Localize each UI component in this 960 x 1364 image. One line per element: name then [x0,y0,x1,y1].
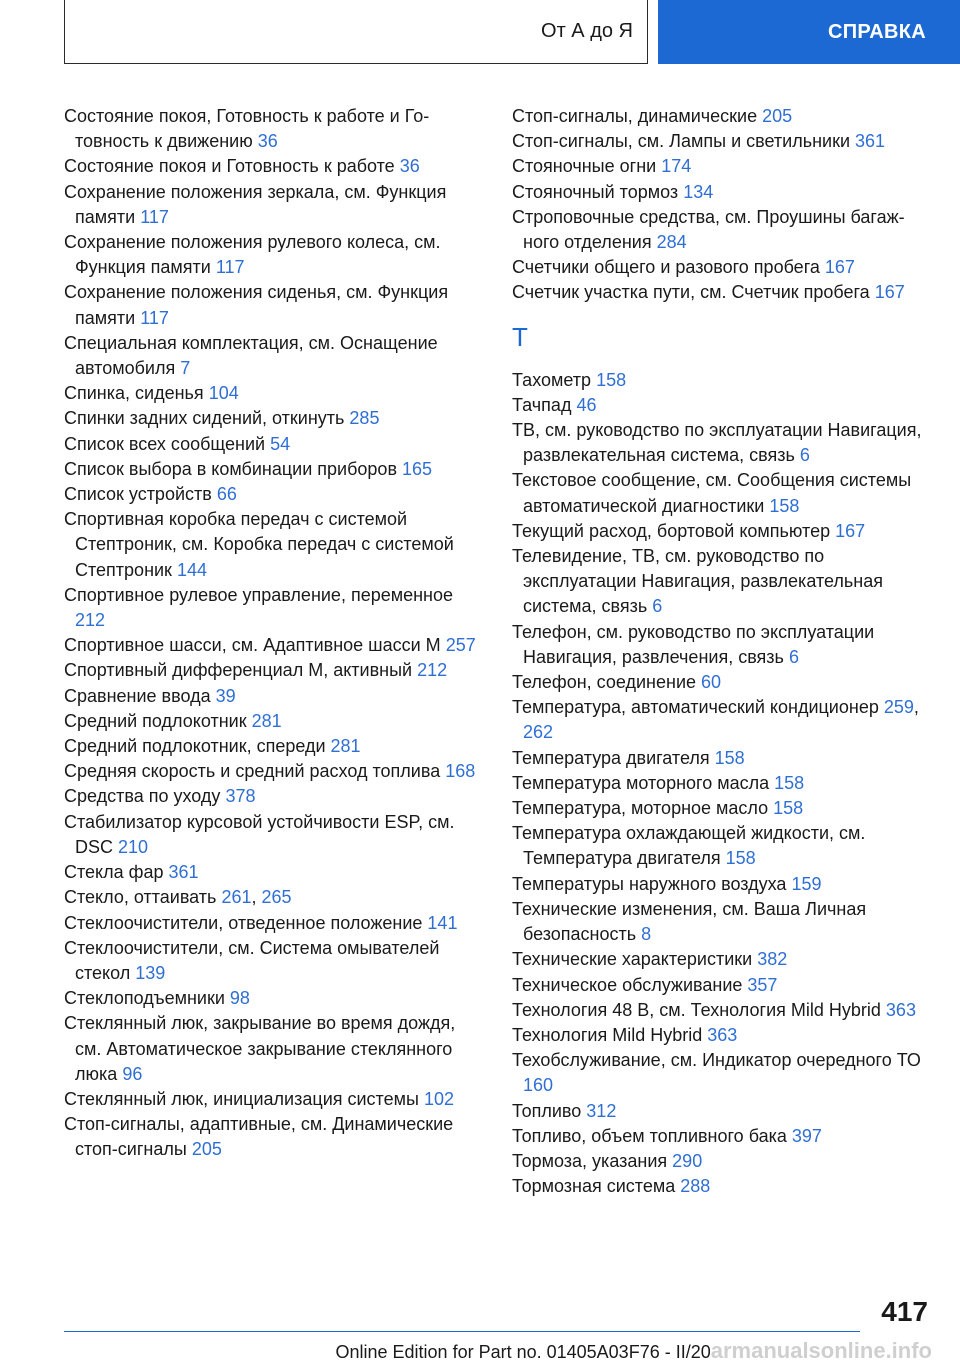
index-entry [512,947,932,972]
page-reference-link[interactable]: 141 [427,912,458,933]
page-reference-link[interactable]: 159 [791,873,822,894]
page-number: 417 [881,1296,928,1327]
page-reference-link[interactable]: 262 [523,722,554,743]
index-entry [64,658,484,683]
index-entry-text: Стоп-сигналы, адаптивные, см. Динамические стоп-сигналы [64,1114,454,1160]
edition-text: Online Edition for Part no. 01405A03F76 - II/20 [335,1342,711,1362]
page-reference-link[interactable]: 281 [251,710,282,731]
index-entry [512,418,932,468]
page-reference-link[interactable]: 167 [835,520,866,541]
page-reference-link[interactable]: 361 [168,862,199,883]
page-reference-link[interactable]: 210 [118,836,149,857]
index-entry-text: Сравнение ввода [64,685,211,706]
page-reference-link[interactable]: 139 [135,962,166,983]
index-entry [64,180,484,230]
index-entry [512,973,932,998]
page-reference-link[interactable]: 160 [523,1075,554,1096]
index-entry-text: Средняя скорость и средний расход топлива [64,761,441,782]
index-entry-text: Текстовое сообщение, см. Сообщения системы автоматической диагностики [512,470,912,516]
page-reference-link[interactable]: 54 [270,433,291,454]
index-entry-text: Стоп-сигналы, динамические [512,106,758,126]
page-reference-link[interactable]: 36 [399,156,420,177]
index-entry [512,280,932,305]
index-entry [512,519,932,544]
page-reference-link[interactable]: 117 [140,307,169,328]
index-entry [64,1112,484,1162]
index-entry-text: Сохранение положения зеркала, см. Функция памяти [64,181,447,227]
index-entry [64,280,484,330]
index-entry-text: Средний подлокотник, спереди [64,736,326,757]
index-entry [64,684,484,709]
index-entry [64,154,484,179]
index-entry-text: Стеклянный люк, закрывание во время дождя, см. Автоматическое закрывание стеклянного люка [64,1013,456,1084]
index-entry-text: ТВ, см. руководство по эксплуатации Навигация, развлекательная система, связь [512,420,922,466]
page-reference-link[interactable]: 285 [349,408,380,429]
page-reference-link[interactable]: 168 [445,761,476,782]
page-reference-link[interactable]: 7 [180,358,191,379]
index-entry [64,482,484,507]
index-entry-text: Температура, моторное масло [512,798,769,819]
index-entry [64,331,484,381]
index-entry [64,104,484,154]
index-entry-text: Сохранение положения сиденья, см. Функция памяти [64,282,449,328]
page-reference-link[interactable]: 363 [707,1024,738,1045]
index-entry [64,1087,484,1112]
index-entry-text: Спинка, сиденья [64,383,204,404]
index-entry-text: Список всех сообщений [64,433,266,454]
index-entry [512,746,932,771]
index-entry [512,205,932,255]
index-entry-text: Спортивный дифференциал M, активный [64,660,413,681]
page-reference-link[interactable]: 158 [714,747,745,768]
index-entry-text: Тормозная система [512,1176,676,1197]
index-entry-text: Стабилизатор курсовой устойчивости ESP, см. DSC [64,811,455,857]
page-reference-link[interactable]: 39 [215,685,236,706]
page-reference-link[interactable]: 6 [799,445,810,466]
index-entry [64,734,484,759]
index-entry [512,897,932,947]
page-reference-link[interactable]: 265 [261,887,292,908]
index-entry [64,381,484,406]
index-entry-text: Состояние покоя и Готовность к работе [64,156,395,177]
section-label: От А до Я [541,20,633,42]
page-reference-link[interactable]: 36 [257,131,278,152]
index-entry-text: Средства по уходу [64,786,221,807]
page-reference-link[interactable]: 259 [883,697,914,718]
index-entry-text: Телефон, соединение [512,672,697,693]
page-reference-link[interactable]: 66 [216,484,237,505]
page-reference-link[interactable]: 378 [225,786,256,807]
index-entry [64,583,484,633]
index-entry [512,998,932,1023]
page-reference-link[interactable]: 167 [874,282,905,303]
index-entry-text: Сохранение положения рулевого колеса, см. Функция памяти [64,232,441,278]
page-reference-link[interactable]: 46 [576,394,597,415]
index-entry [512,468,932,518]
index-entry [512,670,932,695]
index-entry-text: Телевидение, ТВ, см. руководство по эксплуатации Навигация, развлекательная система, связь [512,546,883,617]
index-entry-text: Стоп-сигналы, см. Лампы и светильники [512,131,851,152]
index-entry [512,1023,932,1048]
index-entry [512,620,932,670]
index-entry-text: Стеклоочистители, отведенное положение [64,912,423,933]
page-reference-link[interactable]: 158 [773,798,804,819]
index-entry-text: Стекло, оттаивать [64,887,217,908]
index-entry [64,759,484,784]
page-reference-link[interactable]: 117 [215,257,245,278]
page-reference-link[interactable]: 312 [586,1100,617,1121]
index-entry [512,796,932,821]
index-entry-text: Тахометр [512,369,592,390]
index-entry-text: Топливо, объем топливного бака [512,1125,787,1146]
page-reference-link[interactable]: 165 [402,458,433,479]
index-entry-text: Текущий расход, бортовой компьютер [512,520,831,541]
page-reference-link[interactable]: 290 [672,1150,703,1171]
index-entry [64,911,484,936]
page-reference-link[interactable]: 60 [701,672,722,693]
page-reference-link[interactable]: 288 [680,1176,711,1197]
page-reference-link[interactable]: 382 [757,949,788,970]
index-entry [64,860,484,885]
index-entry [64,507,484,583]
page-reference-link[interactable]: 284 [656,232,687,253]
index-entry-text: Строповочные средства, см. Проушины багажного отделения [512,206,905,253]
index-entry: Стекло, оттаивать 261, 265 [64,887,292,908]
index-entry-text: Технология 48 В, см. Технология Mild Hybrid [512,999,881,1020]
index-entry-text: Температура двигателя [512,747,710,768]
footer-divider [64,1331,860,1332]
index-entry [64,457,484,482]
index-entry [512,1149,932,1174]
index-entry-text: Специальная комплектация, см. Оснащение автомобиля [64,332,438,379]
index-entry [64,709,484,734]
index-entry [512,154,932,179]
index-entry [512,104,932,129]
page-reference-link[interactable]: 257 [445,635,476,656]
index-entry-text: Стеклянный люк, инициализация системы [64,1088,419,1109]
page-reference-link[interactable]: 158 [769,495,800,516]
index-entry-text: Стояночные огни [512,156,657,177]
page-reference-link[interactable]: 158 [596,369,627,390]
page-reference-link[interactable]: 134 [683,181,714,202]
index-group-t [512,368,932,1200]
index-entry [64,406,484,431]
index-entry [512,1124,932,1149]
page-reference-link[interactable]: 104 [208,383,239,404]
index-entry [512,821,932,871]
section-letter-heading: Т [512,321,528,352]
index-entry-text: Тачпад [512,394,572,415]
page-reference-link[interactable]: 144 [176,559,207,580]
index-entry-text: Средний подлокотник [64,710,247,731]
index-entry-text: Тормоза, указания [512,1150,668,1171]
watermark: armanualsonline.info [710,1338,932,1363]
page-reference-link[interactable]: 397 [791,1125,822,1146]
index-entry [512,544,932,620]
index-entry: Температура, автоматический кондиционер 259, 262 [512,697,919,743]
page-reference-link[interactable]: 174 [661,156,692,177]
index-entry [64,936,484,986]
index-entry-text: Телефон, см. руководство по эксплуатации Навигация, развлечения, связь [512,621,875,667]
index-entry [512,368,932,393]
index-entry [64,432,484,457]
index-entry-text: Состояние покоя, Готовность к работе и Готовность к движению [64,106,430,152]
index-column-left [64,104,484,1163]
index-entry [64,784,484,809]
index-entry [64,1011,484,1087]
page-reference-link[interactable]: 98 [229,988,250,1009]
index-entry [512,255,932,280]
page-reference-link[interactable]: 212 [75,610,106,631]
page-reference-link[interactable]: 96 [122,1063,143,1084]
index-entry [512,180,932,205]
footer [336,1338,933,1364]
page-reference-link[interactable]: 167 [824,257,855,278]
index-entry [512,872,932,897]
index-entry [64,810,484,860]
index-entry [512,1048,932,1098]
index-entry-text: Спортивное рулевое управление, переменное [64,584,454,605]
index-entry [64,633,484,658]
page-reference-link[interactable]: 205 [762,106,793,126]
index-entry [64,986,484,1011]
index-entry-text: Температура моторного масла [512,772,770,793]
index-entry-text: Топливо [512,1100,582,1121]
index-entry-text: Стеклоподъемники [64,988,225,1009]
index-entry-text: Счетчики общего и разового пробега [512,257,820,278]
index-entry-text: Стекла фар [64,862,164,883]
page-reference-link[interactable]: 6 [652,596,663,617]
page-reference-link[interactable]: 205 [191,1139,222,1160]
page-reference-link[interactable]: 361 [855,131,886,152]
index-entry-text: Технические характеристики [512,949,753,970]
index-entry-text: Технология Mild Hybrid [512,1024,703,1045]
page-header [0,0,960,66]
chapter-label: СПРАВКА [827,20,926,43]
index-entry-text: Счетчик участка пути, см. Счетчик пробега [512,282,870,303]
page-reference-link[interactable]: 357 [747,974,778,995]
index-entry-text: Технические изменения, см. Ваша Личная безопасность [512,898,867,945]
index-entry [512,1099,932,1124]
index-entry-text: Стеклоочистители, см. Система омывателей стекол [64,937,440,983]
page-reference-link[interactable]: 8 [641,924,652,945]
index-entry-text: Техническое обслуживание [512,974,743,995]
page-reference-link[interactable]: 102 [423,1088,454,1109]
index-entry-text: Температуры наружного воздуха [512,873,787,894]
index-column-right [512,104,932,1199]
chapter-tab [658,0,960,64]
section-tab [64,0,648,64]
page-reference-link[interactable]: 6 [788,646,799,667]
index-entry [64,230,484,280]
index-entry [512,1174,932,1199]
page-reference-link[interactable]: 212 [417,660,448,681]
index-entry-text: Список устройств [64,484,212,505]
page-reference-link[interactable]: 363 [885,999,916,1020]
index-group-s-end [512,104,932,306]
index-entry [512,393,932,418]
index-entry-text: Спортивное шасси, см. Адаптивное шасси M [64,635,441,656]
index-entry-text: Температура, автоматический кондиционер [512,697,879,718]
page-reference-link[interactable]: 158 [725,848,756,869]
page-reference-link[interactable]: 158 [774,772,805,793]
index-entry-text: Спинки задних сидений, откинуть [64,408,345,429]
page-reference-link[interactable]: 261 [221,887,252,908]
index-entry [512,771,932,796]
index-entry-text: Температура охлаждающей жидкости, см. Температура двигателя [512,823,866,869]
index-entry-text: Стояночный тормоз [512,181,679,202]
index-entry [512,129,932,154]
index-entry-text: Техобслуживание, см. Индикатор очередного ТО [512,1050,921,1071]
page-reference-link[interactable]: 281 [330,736,361,757]
index-entry-text: Список выбора в комбинации приборов [64,458,398,479]
page-reference-link[interactable]: 117 [140,206,169,227]
index-entry-text: Спортивная коробка передач с системой Стептроник, см. Коробка передач с системой Стептроник [64,509,454,580]
